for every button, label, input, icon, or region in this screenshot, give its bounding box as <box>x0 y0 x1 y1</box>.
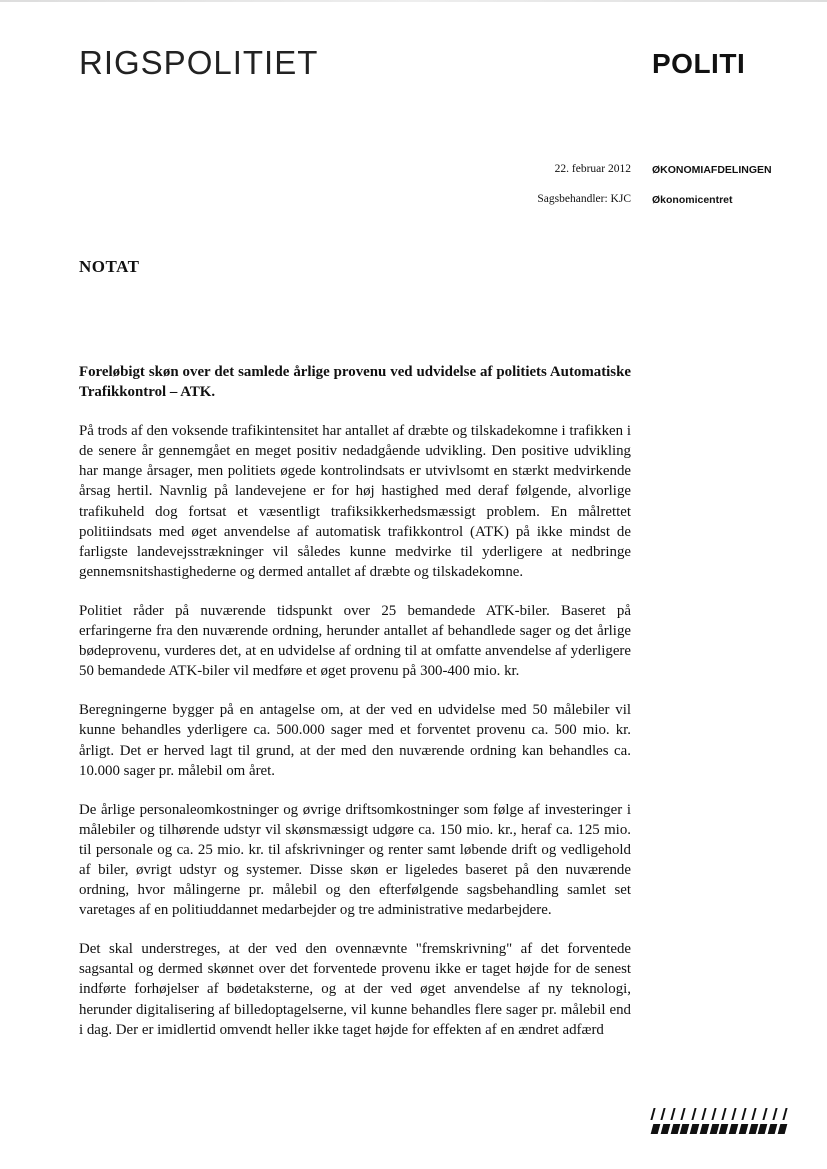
barcode-icon <box>652 1108 786 1134</box>
paragraph: Beregningerne bygger på en antagelse om, at der ved en udvidelse med 50 målebiler vil kunne behandles yderligere ca. 500.000 sager med et forventet provenu ca. 500 mio. kr. årligt. Det er herved lagt til grund, at der med den nuværende ordning kan behandles ca. 10.000 sager pr. målebil om året. <box>79 702 631 779</box>
document-date: 22. februar 2012 <box>554 163 631 175</box>
paragraph: De årlige personaleomkostninger og øvrige driftsomkostninger som følge af investeringer i målebiler og tilhørende udstyr vil skønsmæssigt udgøre ca. 150 mio. kr., heraf ca. 125 mio. til personale og ca. 25 mio. kr. til afskrivninger og renter samt løbende drift og vedligehold af biler, øvrigt udstyr og systemer. Disse skøn er ligeledes baseret på den nuværende ordning, hvor målingerne pr. målebil og den efterfølgende sagsbehandling samlet set varetages af en politiuddannet medarbejder og tre administrative medarbejdere. <box>79 801 631 919</box>
paragraph: Politiet råder på nuværende tidspunkt over 25 bemandede ATK-biler. Baseret på erfaringerne fra den nuværende ordning, herunder antallet af behandlede sager og det årlige bødeprovenu, vurderes det, at en udvidelse af ordning til at omfatte anvendelse af yderligere 50 bemandede ATK-biler vil medføre et øget provenu på 300-400 mio. kr. <box>79 602 631 680</box>
politi-logo: POLITI <box>652 48 746 79</box>
document-type: NOTAT <box>79 257 140 276</box>
paragraph: Det skal understreges, at der ved den ovennævnte "fremskrivning" af det forventede sagsantal og dermed skønnet over det forventede provenu ikke er taget højde for de senest indførte forhøjelser af bødetaksterne, og at der ved øget anvendelse af ny teknologi, herunder digitalisering af billedoptagelserne, vil kunne behandles flere sager pr. målebil end i dag. Der er imidlertid omvendt heller ikke taget højde for effekten af en ændret adfærd <box>79 941 631 1038</box>
case-handler: Sagsbehandler: KJC <box>537 193 631 205</box>
department-name: ØKONOMIAFDELINGEN <box>652 164 772 176</box>
page-top-edge <box>0 0 827 2</box>
document-body <box>79 362 631 1059</box>
document-title: Foreløbigt skøn over det samlede årlige provenu ved udvidelse af politiets Automatiske Trafikkontrol – ATK. <box>79 364 631 401</box>
paragraph: På trods af den voksende trafikintensitet har antallet af dræbte og tilskadekomne i trafikken i de senere år gennemgået en meget positiv nedadgående udvikling. Den positive udvikling har mange årsager, men politiets øgede kontrolindsats er utvivlsomt en stærkt medvirkende årsag hertil. Navnlig på landevejene er for høj hastighed med deraf følgende, alvorlige trafikuheld dog fortsat et væsentligt trafiksikkerhedsmæssigt problem. En målrettet politiindsats med øget anvendelse af automatisk trafikkontrol (ATK) på ikke mindst de farligste landevejsstrækninger vil således kunne medvirke til yderligere at nedbringe gennemsnitshastighederne og dermed antallet af dræbte og tilskadekomne. <box>79 423 631 580</box>
unit-name: Økonomicentret <box>652 194 733 206</box>
organization-name: RIGSPOLITIET <box>79 44 319 81</box>
